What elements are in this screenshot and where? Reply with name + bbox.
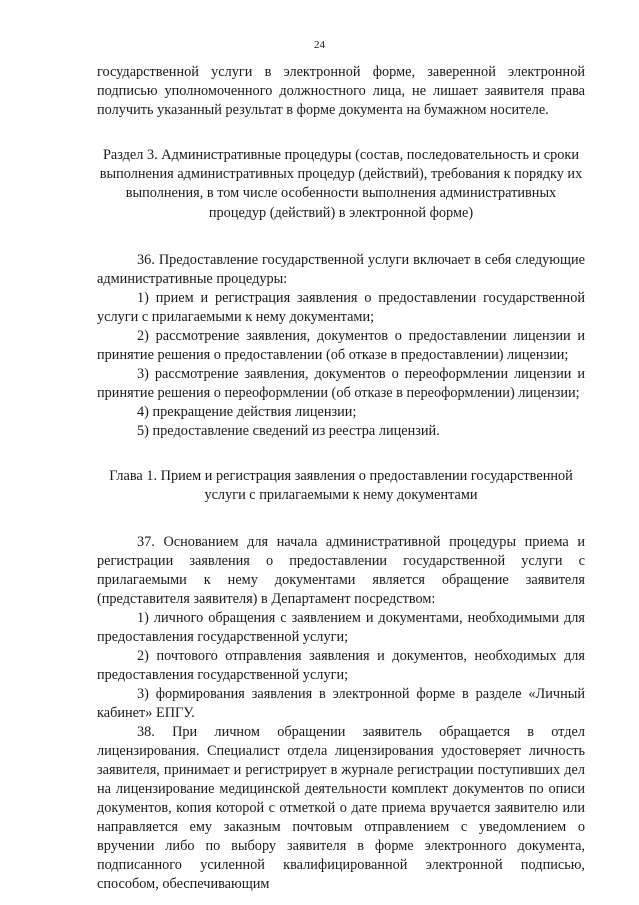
section-3-heading: Раздел 3. Административные процедуры (состав, последовательность и сроки выполнения административных процедур (действий), требования к порядку их выполнения, в том числе особенности выполнения административных процедур (действий) в электронной форме) — [99, 147, 583, 221]
paragraph-36-item-1: 1) прием и регистрация заявления о предоставлении государственной услуги с прилагаемыми к нему документами; — [97, 289, 585, 325]
paragraph-36-item-3: 3) рассмотрение заявления, документов о переоформлении лицензии и принятие решения о переоформлении (об отказе в переоформлении) лицензии; — [97, 365, 585, 401]
chapter-1-heading: Глава 1. Прием и регистрация заявления о предоставлении государственной услуги с прилагаемыми к нему документами — [109, 467, 573, 504]
page-number: 24 — [314, 39, 325, 51]
paragraph-36: 36. Предоставление государственной услуги включает в себя следующие административные процедуры: — [97, 251, 585, 287]
paragraph-36-item-4: 4) прекращение действия лицензии; — [137, 403, 357, 420]
paragraph-37-item-1: 1) личного обращения с заявлением и документами, необходимыми для предоставления государственной услуги; — [97, 610, 585, 646]
paragraph-37-item-3: 3) формирования заявления в электронной форме в разделе «Личный кабинет» ЕПГУ. — [97, 686, 585, 722]
paragraph-continuation: государственной услуги в электронной форме, заверенной электронной подписью уполномоченного должностного лица, не лишает заявителя права получить указанный результат в форме документа на бумажном носителе. — [97, 64, 585, 118]
document-body — [97, 63, 585, 894]
paragraph-38: 38. При личном обращении заявитель обращается в отдел лицензирования. Специалист отдела лицензирования удостоверяет личность заявителя, принимает и регистрирует в журнале регистрации поступивших дел на лицензирование медицинской деятельности комплект документов по описи документов, копия которой с отметкой о дате приема вручается заявителю или направляется ему заказным почтовым отправлением с уведомлением о вручении либо по выбору заявителя в форме электронного документа, подписанного усиленной квалифицированной электронной подписью, способом, обеспечивающим — [97, 724, 585, 893]
paragraph-37: 37. Основанием для начала административной процедуры приема и регистрации заявления о предоставлении государственной услуги с прилагаемыми к нему документами является обращение заявителя (представителя заявителя) в Департамент посредством: — [97, 534, 585, 608]
paragraph-36-item-5: 5) предоставление сведений из реестра лицензий. — [137, 422, 440, 439]
paragraph-36-item-2: 2) рассмотрение заявления, документов о предоставлении лицензии и принятие решения о предоставлении (об отказе в предоставлении) лицензии; — [97, 327, 585, 363]
paragraph-37-item-2: 2) почтового отправления заявления и документов, необходимых для предоставления государственной услуги; — [97, 648, 585, 684]
